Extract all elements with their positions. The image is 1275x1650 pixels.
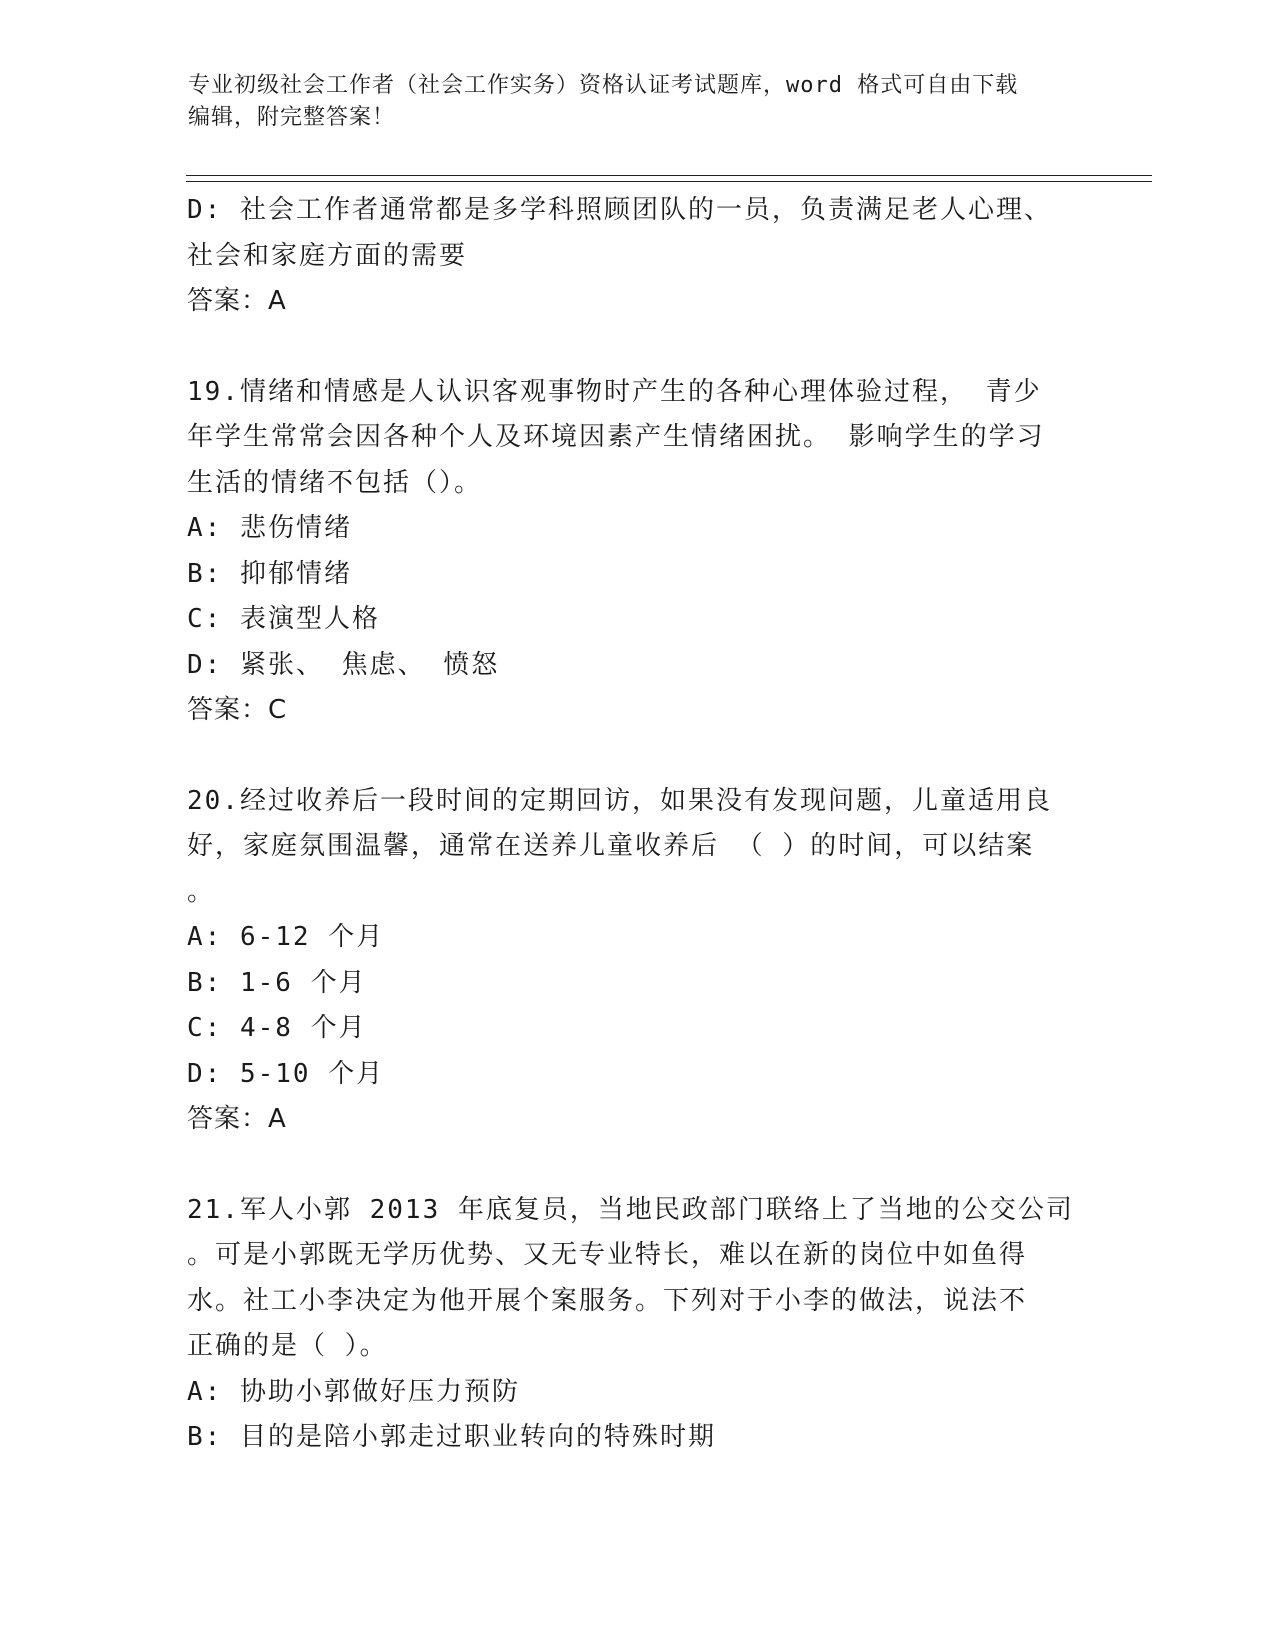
answer: 答案：A [187, 286, 287, 316]
question-stem: 正确的是（ ）。 [187, 1331, 388, 1361]
question-stem: 19.情绪和情感是人认识客观事物时产生的各种心理体验过程， 青少 [187, 376, 1042, 407]
question-stem: 生活的情绪不包括（）。 [187, 467, 483, 498]
option-c: C: 表演型人格 [187, 604, 380, 634]
question-stem: 21.军人小郭 2013 年底复员，当地民政部门联络上了当地的公交公司 [187, 1194, 1074, 1225]
document-header [188, 70, 1088, 134]
option-d: D: 5-10 个月 [187, 1058, 385, 1089]
header-line-2: 编辑，附完整答案！ [188, 105, 396, 130]
question-21 [187, 1188, 1087, 1461]
option-b: B: 1-6 个月 [187, 967, 367, 998]
answer: 答案：A [187, 1104, 287, 1134]
option-d: D: 紧张、 焦虑、 愤怒 [187, 649, 500, 680]
question-20 [187, 779, 1087, 1143]
spacer [187, 734, 1087, 779]
question-stem: 好，家庭氛围温馨，通常在送养儿童收养后 （ ）的时间，可以结案 [187, 831, 1035, 861]
question-stem: 年学生常常会因各种个人及环境因素产生情绪困扰。 影响学生的学习 [187, 422, 1045, 452]
option-a: A: 协助小郭做好压力预防 [187, 1376, 520, 1407]
option-a: A: 悲伤情绪 [187, 513, 352, 543]
spacer [187, 1143, 1087, 1188]
question-18 [187, 188, 1087, 325]
option-d-continued: 社会和家庭方面的需要 [187, 240, 468, 271]
option-b: B: 目的是陪小郭走过职业转向的特殊时期 [187, 1422, 716, 1452]
header-line-1: 专业初级社会工作者（社会工作实务）资格认证考试题库，word 格式可自由下载 [188, 73, 1019, 98]
spacer [187, 325, 1087, 370]
option-a: A: 6-12 个月 [187, 922, 385, 952]
question-19 [187, 370, 1087, 734]
question-stem: 水。社工小李决定为他开展个案服务。下列对于小李的做法，说法不 [187, 1285, 1028, 1316]
option-b: B: 抑郁情绪 [187, 558, 352, 589]
question-stem: 。可是小郭既无学历优势、又无专业特长，难以在新的岗位中如鱼得 [187, 1240, 1028, 1270]
header-rule-bottom [186, 181, 1152, 182]
option-d: D: 社会工作者通常都是多学科照顾团队的一员，负责满足老人心理、 [187, 195, 1052, 225]
question-stem: 20.经过收养后一段时间的定期回访，如果没有发现问题，儿童适用良 [187, 785, 1052, 816]
option-c: C: 4-8 个月 [187, 1013, 367, 1043]
header-rule-top [186, 175, 1152, 176]
page-content [187, 188, 1087, 1461]
question-stem: 。 [187, 876, 216, 907]
answer: 答案：C [187, 695, 288, 725]
